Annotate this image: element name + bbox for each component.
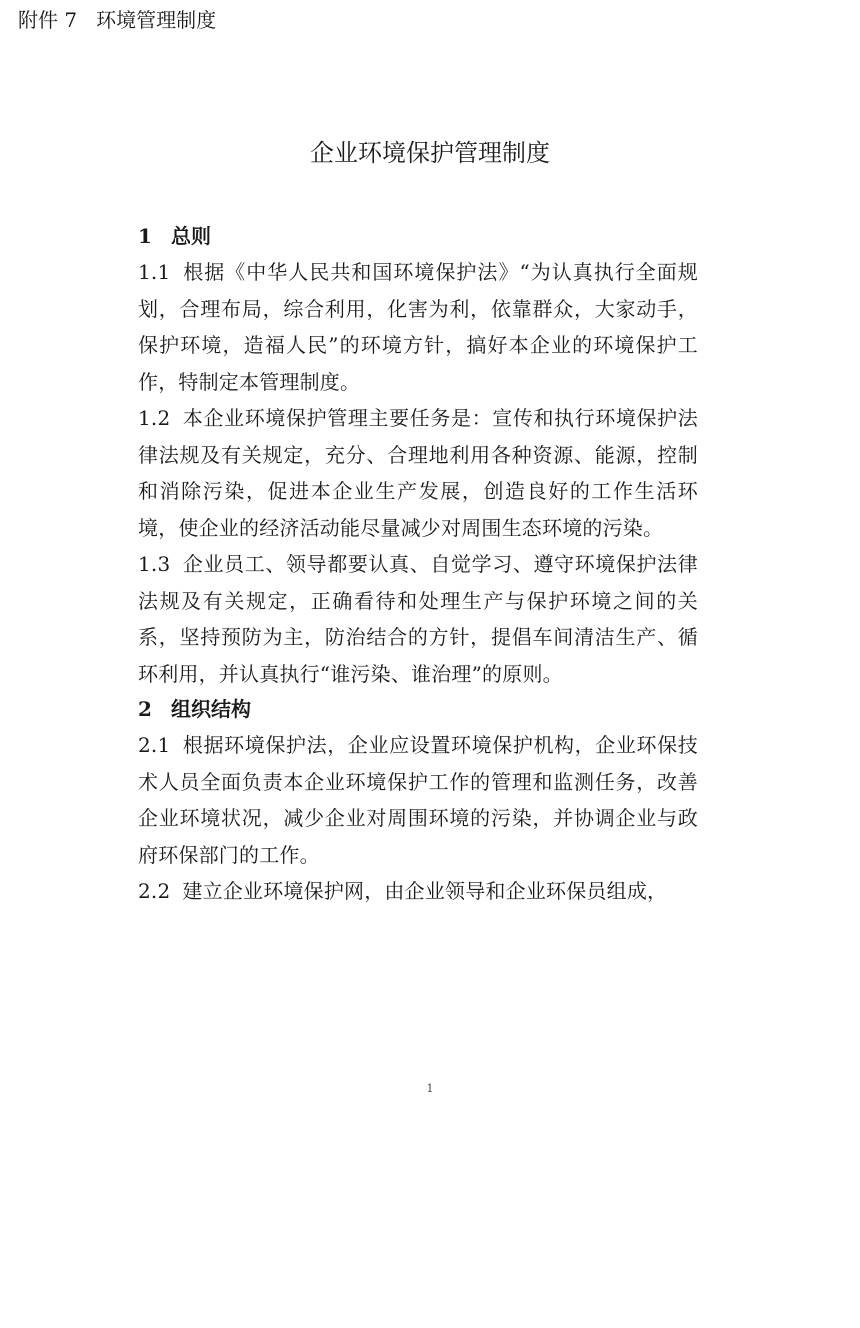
paragraph-text: 根据《中华人民共和国环境保护法》“为认真执行全面规划，合理布局，综合利用，化害为利，依靠群众，大家动手，保护环境，造福人民”的环境方针，搞好本企业的环境保护工作，特制定本管理制度。 xyxy=(138,260,698,394)
section-title: 组织结构 xyxy=(171,697,251,721)
paragraph-text: 本企业环境保护管理主要任务是：宣传和执行环境保护法律法规及有关规定，充分、合理地利用各种资源、能源，控制和消除污染，促进本企业生产发展，创造良好的工作生活环境，使企业的经济活动能尽量减少对周围生态环境的污染。 xyxy=(138,406,698,540)
paragraph-text: 企业员工、领导都要认真、自觉学习、遵守环境保护法律法规及有关规定，正确看待和处理生产与保护环境之间的关系，坚持预防为主，防治结合的方针，提倡车间清洁生产、循环利用，并认真执行“谁污染、谁治理”的原则。 xyxy=(138,552,698,686)
attachment-label: 附件 7 xyxy=(18,8,78,32)
section-heading xyxy=(138,219,698,254)
paragraph-1-2 xyxy=(138,400,698,546)
section-number: 1 xyxy=(138,224,152,248)
paragraph-1-3 xyxy=(138,546,698,692)
section-2 xyxy=(138,692,698,910)
paragraph-number: 1.1 xyxy=(138,260,171,284)
paragraph-number: 1.3 xyxy=(138,552,171,576)
section-number: 2 xyxy=(138,697,152,721)
section-title: 总则 xyxy=(171,224,211,248)
paragraph-text: 根据环境保护法，企业应设置环境保护机构，企业环保技术人员全面负责本企业环境保护工作的管理和监测任务，改善企业环境状况，减少企业对周围环境的污染，并协调企业与政府环保部门的工作。 xyxy=(138,733,698,867)
document-title: 企业环境保护管理制度 xyxy=(310,139,550,167)
paragraph-number: 2.2 xyxy=(138,879,171,903)
paragraph-number: 2.1 xyxy=(138,733,171,757)
section-1 xyxy=(138,219,698,692)
attachment-header xyxy=(18,6,216,34)
document-body xyxy=(138,219,698,910)
paragraph-1-1 xyxy=(138,254,698,400)
attachment-title: 环境管理制度 xyxy=(96,8,217,32)
paragraph-2-1 xyxy=(138,727,698,873)
paragraph-text: 建立企业环境保护网，由企业领导和企业环保员组成， xyxy=(182,879,668,903)
paragraph-2-2 xyxy=(138,873,698,910)
paragraph-number: 1.2 xyxy=(138,406,171,430)
section-heading xyxy=(138,692,698,727)
page-number: 1 xyxy=(426,1082,434,1095)
